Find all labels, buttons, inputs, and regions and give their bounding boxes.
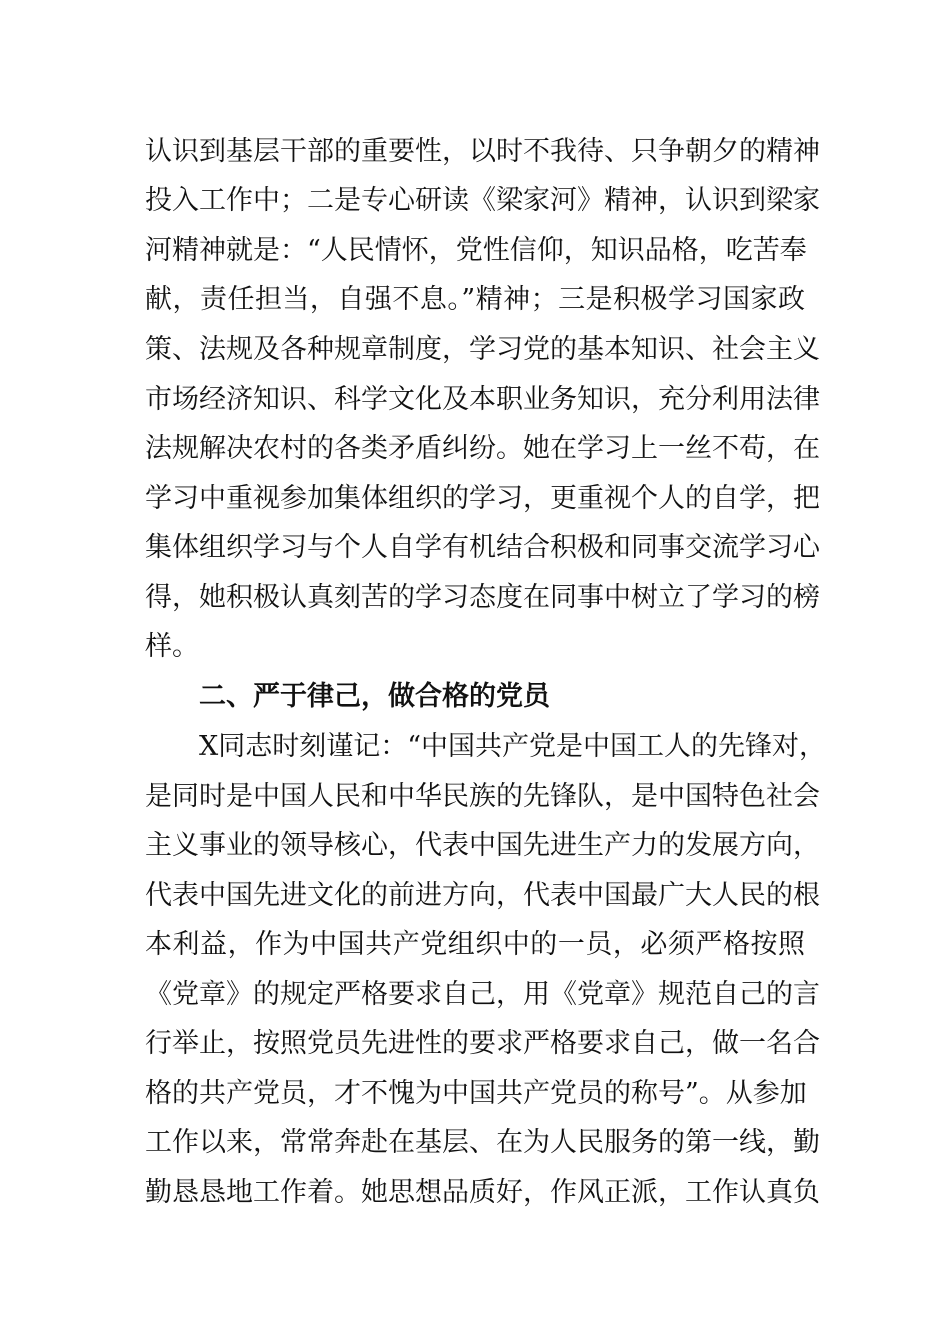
paragraph-line: 认识到基层干部的重要性，以时不我待、只争朝夕的精神: [145, 136, 820, 167]
paragraph-line: 《党章》的规定严格要求自己，用《党章》规范自己的言: [145, 979, 820, 1010]
section-heading: 二、严于律己，做合格的党员: [199, 681, 550, 712]
paragraph-line: 策、法规及各种规章制度，学习党的基本知识、社会主义: [145, 334, 820, 365]
paragraph-line: X同志时刻谨记：“中国共产党是中国工人的先锋对，: [199, 731, 827, 762]
paragraph-line: 得，她积极认真刻苦的学习态度在同事中树立了学习的榜: [145, 582, 820, 613]
paragraph-line: 献，责任担当，自强不息。”精神；三是积极学习国家政: [145, 284, 805, 315]
paragraph-line: 投入工作中；二是专心研读《梁家河》精神，认识到梁家: [145, 185, 820, 216]
paragraph-line: 行举止，按照党员先进性的要求严格要求自己，做一名合: [145, 1028, 820, 1059]
paragraph-line: 主义事业的领导核心，代表中国先进生产力的发展方向，: [145, 830, 820, 861]
paragraph-line: 格的共产党员，才不愧为中国共产党员的称号”。从参加: [145, 1078, 807, 1109]
paragraph-line: 工作以来，常常奔赴在基层、在为人民服务的第一线，勤: [145, 1127, 820, 1158]
paragraph-line: 市场经济知识、科学文化及本职业务知识，充分利用法律: [145, 384, 820, 415]
paragraph-line: 法规解决农村的各类矛盾纠纷。她在学习上一丝不苟，在: [145, 433, 820, 464]
paragraph-line: 本利益，作为中国共产党组织中的一员，必须严格按照: [145, 929, 805, 960]
paragraph-line: 代表中国先进文化的前进方向，代表中国最广大人民的根: [145, 880, 820, 911]
paragraph-line: 样。: [145, 631, 199, 662]
paragraph-line: 勤恳恳地工作着。她思想品质好，作风正派，工作认真负: [145, 1177, 820, 1208]
paragraph-line: 河精神就是：“人民情怀，党性信仰，知识品格，吃苦奉: [145, 235, 807, 266]
paragraph-line: 学习中重视参加集体组织的学习，更重视个人的自学，把: [145, 483, 820, 514]
paragraph-line: 是同时是中国人民和中华民族的先锋队，是中国特色社会: [145, 781, 820, 812]
paragraph-line: 集体组织学习与个人自学有机结合积极和同事交流学习心: [145, 532, 820, 563]
